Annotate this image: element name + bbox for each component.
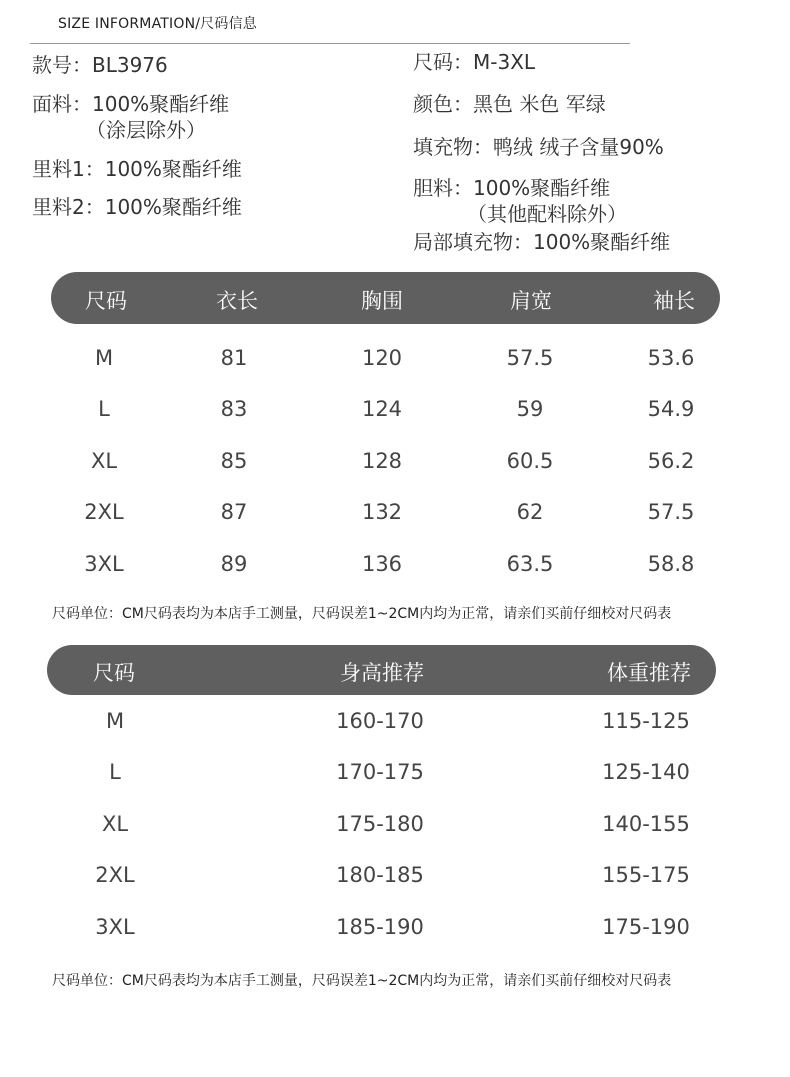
partial-filling: 局部填充物：100%聚酯纤维 <box>413 230 671 254</box>
table-cell: 87 <box>220 500 248 524</box>
table-cell: 132 <box>361 500 403 524</box>
header-sleeve: 袖长 <box>653 289 695 313</box>
table-cell: 155-175 <box>602 863 690 887</box>
size-info-title: SIZE INFORMATION/尺码信息 <box>58 16 257 32</box>
size-range: 尺码：M-3XL <box>413 50 536 74</box>
table-cell: L <box>109 760 121 784</box>
color-options: 颜色：黑色 米色 军绿 <box>413 92 606 116</box>
table-cell: 63.5 <box>506 552 554 576</box>
table-cell: 175-180 <box>336 812 424 836</box>
table-cell: 59 <box>516 397 544 421</box>
table-cell: 57.5 <box>647 500 695 524</box>
fabric-line-2: （涂层除外） <box>86 118 206 142</box>
table-cell: 160-170 <box>336 709 424 733</box>
size-table-note: 尺码单位：CM尺码表均为本店手工测量，尺码误差1~2CM内均为正常，请亲们买前仔细校对尺码表 <box>52 606 672 622</box>
table-cell: 125-140 <box>602 760 690 784</box>
header-weight: 体重推荐 <box>607 661 691 685</box>
liner-line-1: 胆料：100%聚酯纤维 <box>413 176 611 200</box>
recommend-table-header <box>47 645 716 695</box>
table-cell: 3XL <box>84 552 124 576</box>
table-cell: 170-175 <box>336 760 424 784</box>
header-height: 身高推荐 <box>340 661 424 685</box>
fabric-line-1: 面料：100%聚酯纤维 <box>32 92 230 116</box>
table-cell: 128 <box>361 449 403 473</box>
table-cell: 83 <box>220 397 248 421</box>
table-cell: 62 <box>516 500 544 524</box>
table-cell: XL <box>90 449 118 473</box>
filling-info: 填充物：鸭绒 绒子含量90% <box>413 135 664 159</box>
table-cell: 57.5 <box>506 346 554 370</box>
table-cell: 115-125 <box>602 709 690 733</box>
header-shoulder: 肩宽 <box>510 289 552 313</box>
table-cell: 140-155 <box>602 812 690 836</box>
table-cell: 89 <box>220 552 248 576</box>
lining-2: 里料2：100%聚酯纤维 <box>32 195 242 219</box>
table-cell: 53.6 <box>647 346 695 370</box>
table-cell: 180-185 <box>336 863 424 887</box>
table-cell: 60.5 <box>506 449 554 473</box>
fabric-info <box>32 91 229 143</box>
title-divider <box>30 43 630 44</box>
table-cell: 54.9 <box>647 397 695 421</box>
liner-line-2: （其他配料除外） <box>467 202 627 226</box>
table-cell: 2XL <box>95 863 135 887</box>
header-length: 衣长 <box>216 289 258 313</box>
table-cell: 124 <box>361 397 403 421</box>
table-cell: 136 <box>361 552 403 576</box>
table-cell: M <box>94 346 114 370</box>
liner-info <box>413 175 627 227</box>
table-cell: 85 <box>220 449 248 473</box>
table-cell: XL <box>101 812 129 836</box>
table-cell: 175-190 <box>602 915 690 939</box>
table-cell: 120 <box>361 346 403 370</box>
table-cell: 2XL <box>84 500 124 524</box>
table-cell: 56.2 <box>647 449 695 473</box>
lining-1: 里料1：100%聚酯纤维 <box>32 157 242 181</box>
table-cell: 3XL <box>95 915 135 939</box>
recommend-table-note: 尺码单位：CM尺码表均为本店手工测量，尺码误差1~2CM内均为正常，请亲们买前仔细校对尺码表 <box>52 973 672 989</box>
header-size: 尺码 <box>85 289 127 313</box>
size-table-header <box>51 272 720 324</box>
header-size: 尺码 <box>93 661 135 685</box>
table-cell: 81 <box>220 346 248 370</box>
header-chest: 胸围 <box>361 289 403 313</box>
table-cell: 58.8 <box>647 552 695 576</box>
style-number: 款号：BL3976 <box>32 53 168 77</box>
table-cell: 185-190 <box>336 915 424 939</box>
table-cell: M <box>105 709 125 733</box>
table-cell: L <box>98 397 110 421</box>
